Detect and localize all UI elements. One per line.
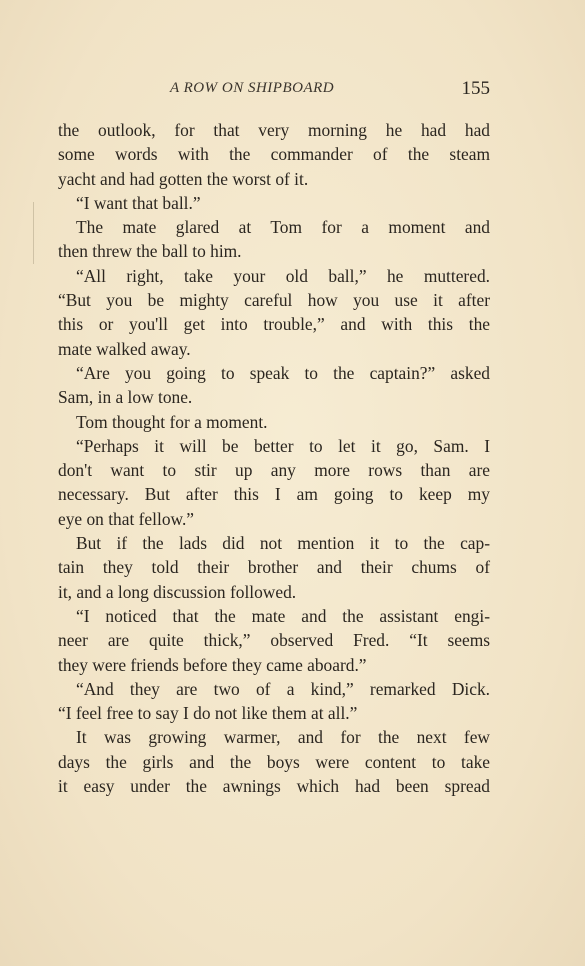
- page-number: 155: [461, 78, 490, 99]
- text-line: “Perhaps it will be better to let it go, Sam. I: [76, 435, 490, 456]
- text-line: the outlook, for that very morning he had had: [58, 120, 490, 140]
- text-line: yacht and had gotten the worst of it.: [58, 168, 309, 189]
- text-line: don't want to stir up any more rows than are: [58, 460, 490, 481]
- text-line: It was growing warmer, and for the next few: [76, 727, 490, 748]
- page-header: [58, 78, 490, 102]
- text-line: The mate glared at Tom for a moment and: [76, 217, 490, 238]
- margin-mark: [33, 202, 34, 264]
- text-line: “Are you going to speak to the captain?” asked: [76, 362, 490, 383]
- text-line: neer are quite thick,” observed Fred. “It seems: [58, 630, 490, 651]
- text-line: “All right, take your old ball,” he muttered.: [76, 265, 490, 286]
- text-line: mate walked away.: [58, 338, 191, 359]
- text-line: “I feel free to say I do not like them at all.”: [58, 703, 358, 724]
- text-line: “But you be mighty careful how you use it after: [58, 290, 490, 311]
- text-line: days the girls and the boys were content to take: [58, 751, 490, 772]
- text-line: “I noticed that the mate and the assistant engi-: [76, 605, 490, 626]
- running-head: A ROW ON SHIPBOARD: [170, 80, 335, 96]
- text-line: it, and a long discussion followed.: [58, 581, 297, 602]
- text-line: But if the lads did not mention it to the cap-: [76, 533, 490, 554]
- text-line: necessary. But after this I am going to keep my: [58, 484, 490, 505]
- text-line: “I want that ball.”: [76, 192, 201, 213]
- text-line: it easy under the awnings which had been spread: [58, 776, 490, 797]
- text-line: this or you'll get into trouble,” and with this the: [58, 314, 490, 335]
- text-line: some words with the commander of the steam: [58, 144, 490, 165]
- text-line: they were friends before they came aboard.”: [58, 654, 367, 675]
- body-text: [58, 118, 490, 798]
- text-line: eye on that fellow.”: [58, 508, 195, 529]
- text-line: Tom thought for a moment.: [76, 411, 268, 432]
- text-line: then threw the ball to him.: [58, 241, 242, 262]
- text-line: Sam, in a low tone.: [58, 387, 193, 408]
- text-line: tain they told their brother and their chums of: [58, 557, 490, 578]
- text-line: “And they are two of a kind,” remarked Dick.: [76, 678, 490, 699]
